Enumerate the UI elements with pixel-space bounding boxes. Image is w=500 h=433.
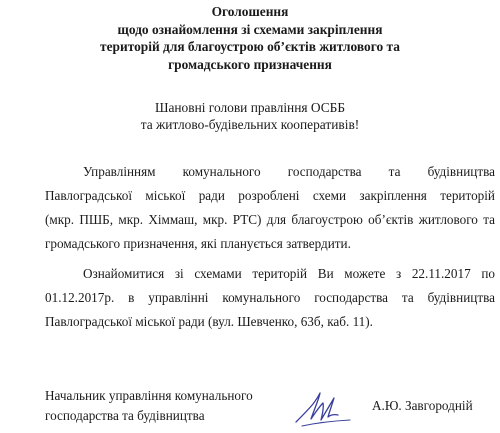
paragraph-2-line-3: Павлоградської міської ради (вул. Шевченко, 63б, каб. 11). (45, 314, 373, 329)
handwritten-signature (292, 386, 358, 430)
signature-underline (302, 420, 350, 426)
signature-stroke (296, 393, 338, 422)
signatory-title (45, 386, 253, 426)
paragraph-review-info (45, 262, 495, 334)
salutation-line-1: Шановні голови правління ОСББ (154, 100, 346, 115)
heading-title: Оголошення (211, 4, 289, 19)
signatory-title-line-2: господарства та будівництва (45, 408, 205, 423)
salutation-line-2: та житлово-будівельних кооперативів! (140, 117, 360, 132)
paragraph-2-line-1: Ознайомитися зі схемами територій Ви можете з 22.11.2017 по (83, 266, 495, 281)
announcement-heading (0, 3, 500, 73)
heading-subtitle-line-1: щодо ознайомлення зі схемами закріплення (117, 21, 383, 37)
salutation (0, 99, 500, 133)
paragraph-1-line-2: Павлоградської міської ради розроблені схеми закріплення територій (45, 188, 495, 203)
signatory-name: А.Ю. Завгородній (372, 398, 473, 413)
paragraph-schemes-developed (45, 160, 495, 256)
heading-subtitle-line-2: територій для благоустрою об’єктів житлового та (100, 39, 400, 54)
paragraph-1-line-1: Управлінням комунального господарства та будівництва (83, 164, 495, 179)
paragraph-1-line-4: громадського призначення, які планується затвердити. (45, 236, 351, 251)
signatory-title-line-1: Начальник управління комунального (45, 388, 253, 403)
paragraph-1-line-3: (мкр. ПШБ, мкр. Хіммаш, мкр. РТС) для благоустрою об’єктів житлового та (45, 212, 495, 227)
paragraph-2-line-2: 01.12.2017р. в управлінні комунального господарства та будівництва (45, 290, 495, 305)
heading-subtitle-line-3: громадського призначення (168, 56, 332, 72)
